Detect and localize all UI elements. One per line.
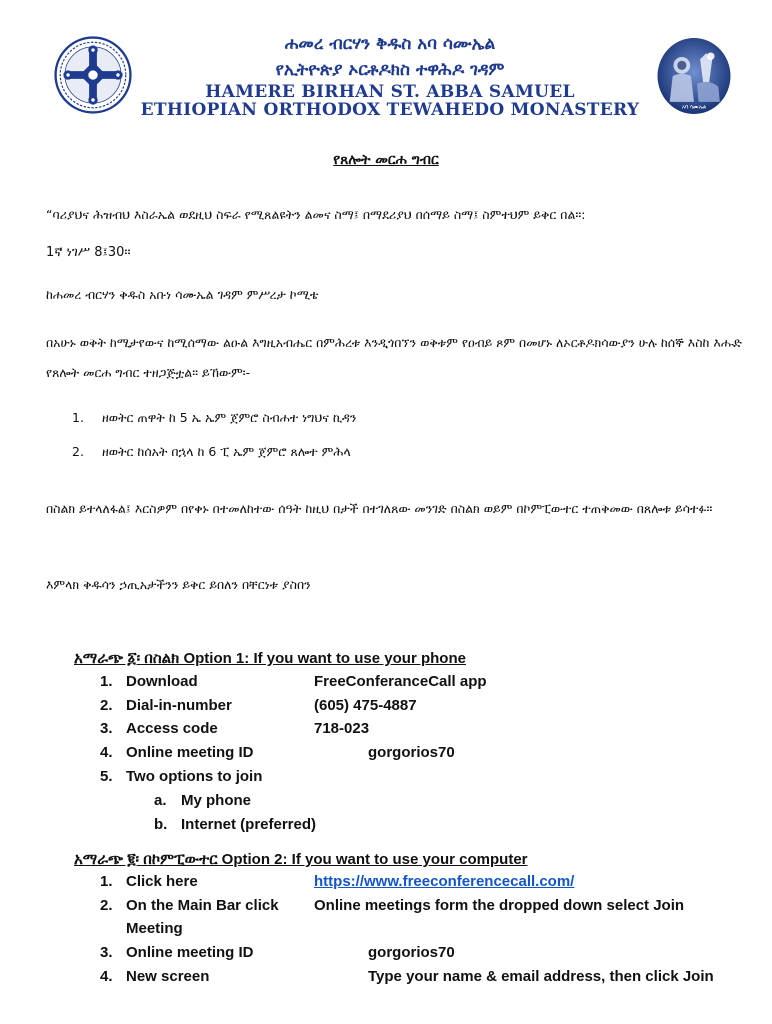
emblem-caption: አባ ሳሙኤል bbox=[681, 104, 707, 111]
item-label: Download bbox=[126, 673, 198, 690]
item-label: Click here bbox=[126, 873, 198, 890]
header-english-line-2: ETHIOPIAN ORTHODOX TEWAHEDO MONASTERY bbox=[140, 100, 640, 120]
item-label: Meeting bbox=[126, 920, 183, 937]
item-label: Internet (preferred) bbox=[181, 816, 317, 833]
list-number: 2. bbox=[100, 897, 113, 914]
meeting-id: gorgorios70 bbox=[368, 944, 455, 961]
item-label: My phone bbox=[181, 792, 251, 809]
list-number: 4. bbox=[100, 968, 113, 985]
dial-in-number: (605) 475-4887 bbox=[314, 697, 417, 714]
option-2-heading: አማራጭ ፪፡ በኮምፒውተር Option 2: If you want to use your computer bbox=[74, 851, 528, 868]
dial-paragraph: በስልክ ይተላለፋል፤ እርስዎም በየቀኑ በተመለከተው ሰዓት ከዚህ በታች በተገለጸው መንገድ በስልክ ወይም በኮምፒውተር ተጠቅመው በጸሎቱ ይሳተፉ። bbox=[46, 501, 713, 516]
list-item bbox=[72, 444, 572, 460]
header-english-line-1: HAMERE BIRHAN ST. ABBA SAMUEL bbox=[205, 82, 575, 102]
list-number: 3. bbox=[100, 944, 113, 961]
item-label: New screen bbox=[126, 968, 210, 985]
option-1-heading: አማራጭ ፩፡ በስልክ Option 1: If you want to use your phone bbox=[74, 650, 466, 667]
item-value: FreeConferanceCall app bbox=[314, 673, 487, 690]
list-number: 2. bbox=[72, 444, 84, 459]
access-code: 718-023 bbox=[314, 720, 370, 737]
list-item bbox=[72, 410, 572, 426]
scripture-reference: 1ኛ ነገሥ 8፤30፡፡ bbox=[46, 245, 131, 260]
list-number: 1. bbox=[100, 673, 113, 690]
item-label: Online meeting ID bbox=[126, 944, 254, 961]
list-number: 4. bbox=[100, 744, 113, 761]
document-title: የጸሎት መርሐ ግብር bbox=[333, 152, 439, 168]
intro-paragraph: በአሁኑ ወቅት ከሚታየውና ከሚሰማው ልዑል እግዚአብሔር በምሕረቱ እንዲጎበኘን ወቅቱም የዐብይ ጾም በመሆኑ ለኦርቶዶክሳውያን ሁሉ ከሰኞ እስከ እሑድ የጸሎት መርሐ ግብር ተዘጋጅቷል። ይኸውም፡- bbox=[46, 335, 742, 380]
blessing-line: እምላክ ቅዱሳን ኃጢአታችንን ይቅር ይበለን በቸርነቱ ያስበን bbox=[46, 577, 311, 592]
header-amharic-line-2: የኢትዮጵያ ኦርቶዶክስ ተዋሕዶ ገዳም bbox=[275, 60, 505, 80]
list-number: 2. bbox=[100, 697, 113, 714]
scripture-quote: “ባሪያህና ሕዝብህ እስራኤል ወደዚህ ስፍራ የሚጸልዩትን ልመና ስማ፤ በማደሪያህ በሰማይ ስማ፤ ስምተህም ይቅር በል።: bbox=[46, 207, 586, 222]
item-label: Two options to join bbox=[126, 768, 263, 785]
item-value: Online meetings form the dropped down select Join bbox=[314, 897, 685, 914]
list-number: 1. bbox=[100, 873, 113, 890]
schedule-text: ዘወትር ከሰአት በኋላ ከ 6 ፒ ኤም ጀምሮ ጸሎተ ምሕላ bbox=[102, 444, 351, 459]
list-letter: a. bbox=[154, 792, 167, 809]
list-number: 5. bbox=[100, 768, 113, 785]
item-label: On the Main Bar click bbox=[126, 897, 279, 914]
item-value: Type your name & email address, then click Join bbox=[368, 968, 714, 985]
list-number: 3. bbox=[100, 720, 113, 737]
list-number: 1. bbox=[72, 410, 84, 425]
meeting-id: gorgorios70 bbox=[368, 744, 455, 761]
header-amharic-line-1: ሐመረ ብርሃን ቅዱስ አባ ሳሙኤል bbox=[284, 34, 496, 54]
item-label: Online meeting ID bbox=[126, 744, 254, 761]
list-letter: b. bbox=[154, 816, 168, 833]
ethiopian-cross-emblem-icon bbox=[54, 36, 132, 114]
saint-icon-emblem-icon bbox=[656, 36, 732, 116]
item-label: Dial-in-number bbox=[126, 697, 232, 714]
schedule-text: ዘወትር ጠዋት ከ 5 ኤ ኤም ጀምሮ ስብሐተ ነግህና ኪዳን bbox=[102, 410, 357, 425]
committee-line: ከሐመረ ብርሃን ቅዱስ አቡነ ሳሙኤል ገዳም ምሥረታ ኮሚቴ bbox=[46, 287, 319, 302]
freeconferencecall-link[interactable]: https://www.freeconferencecall.com/ bbox=[314, 873, 575, 890]
item-label: Access code bbox=[126, 720, 218, 737]
